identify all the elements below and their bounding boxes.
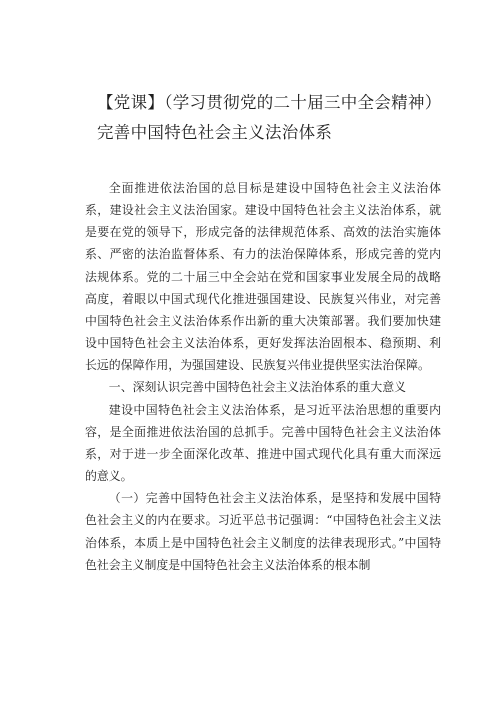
- title-line-2: 完善中国特色社会主义法治体系: [97, 123, 333, 142]
- title-line-1: 【党课】（学习贯彻党的二十届三中全会精神）: [97, 93, 442, 112]
- document-body: [85, 177, 441, 576]
- intro-paragraph: 全面推进依法治国的总目标是建设中国特色社会主义法治体系，建设社会主义法治国家。建设中国特色社会主义法治体系，就是要在党的领导下，形成完备的法律规范体系、高效的法治实施体系、严密的法治监督体系、有力的法治保障体系，形成完善的党内法规体系。党的二十届三中全会站在党和国家事业发展全局的战略高度，着眼以中国式现代化推进强国建设、民族复兴伟业，对完善中国特色社会主义法治体系作出新的重大决策部署。我们要加快建设中国特色社会主义法治体系，更好发挥法治固根本、稳预期、利长远的保障作用，为强国建设、民族复兴伟业提供坚实法治保障。: [85, 181, 441, 373]
- document-title: [97, 88, 477, 148]
- body-paragraph: 建设中国特色社会主义法治体系，是习近平法治思想的重要内容，是全面推进依法治国的总抓手。完善中国特色社会主义法治体系，对于进一步全面深化改革、推进中国式现代化具有重大而深远的意义。: [85, 402, 441, 484]
- subsection-paragraph: （一）完善中国特色社会主义法治体系，是坚持和发展中国特色社会主义的内在要求。习近平总书记强调：“中国特色社会主义法治体系，本质上是中国特色社会主义制度的法律表现形式。”中国特色社会主义制度是中国特色社会主义法治体系的根本制: [85, 491, 441, 572]
- section-heading: 一、深刻认识完善中国特色社会主义法治体系的重大意义: [108, 380, 407, 395]
